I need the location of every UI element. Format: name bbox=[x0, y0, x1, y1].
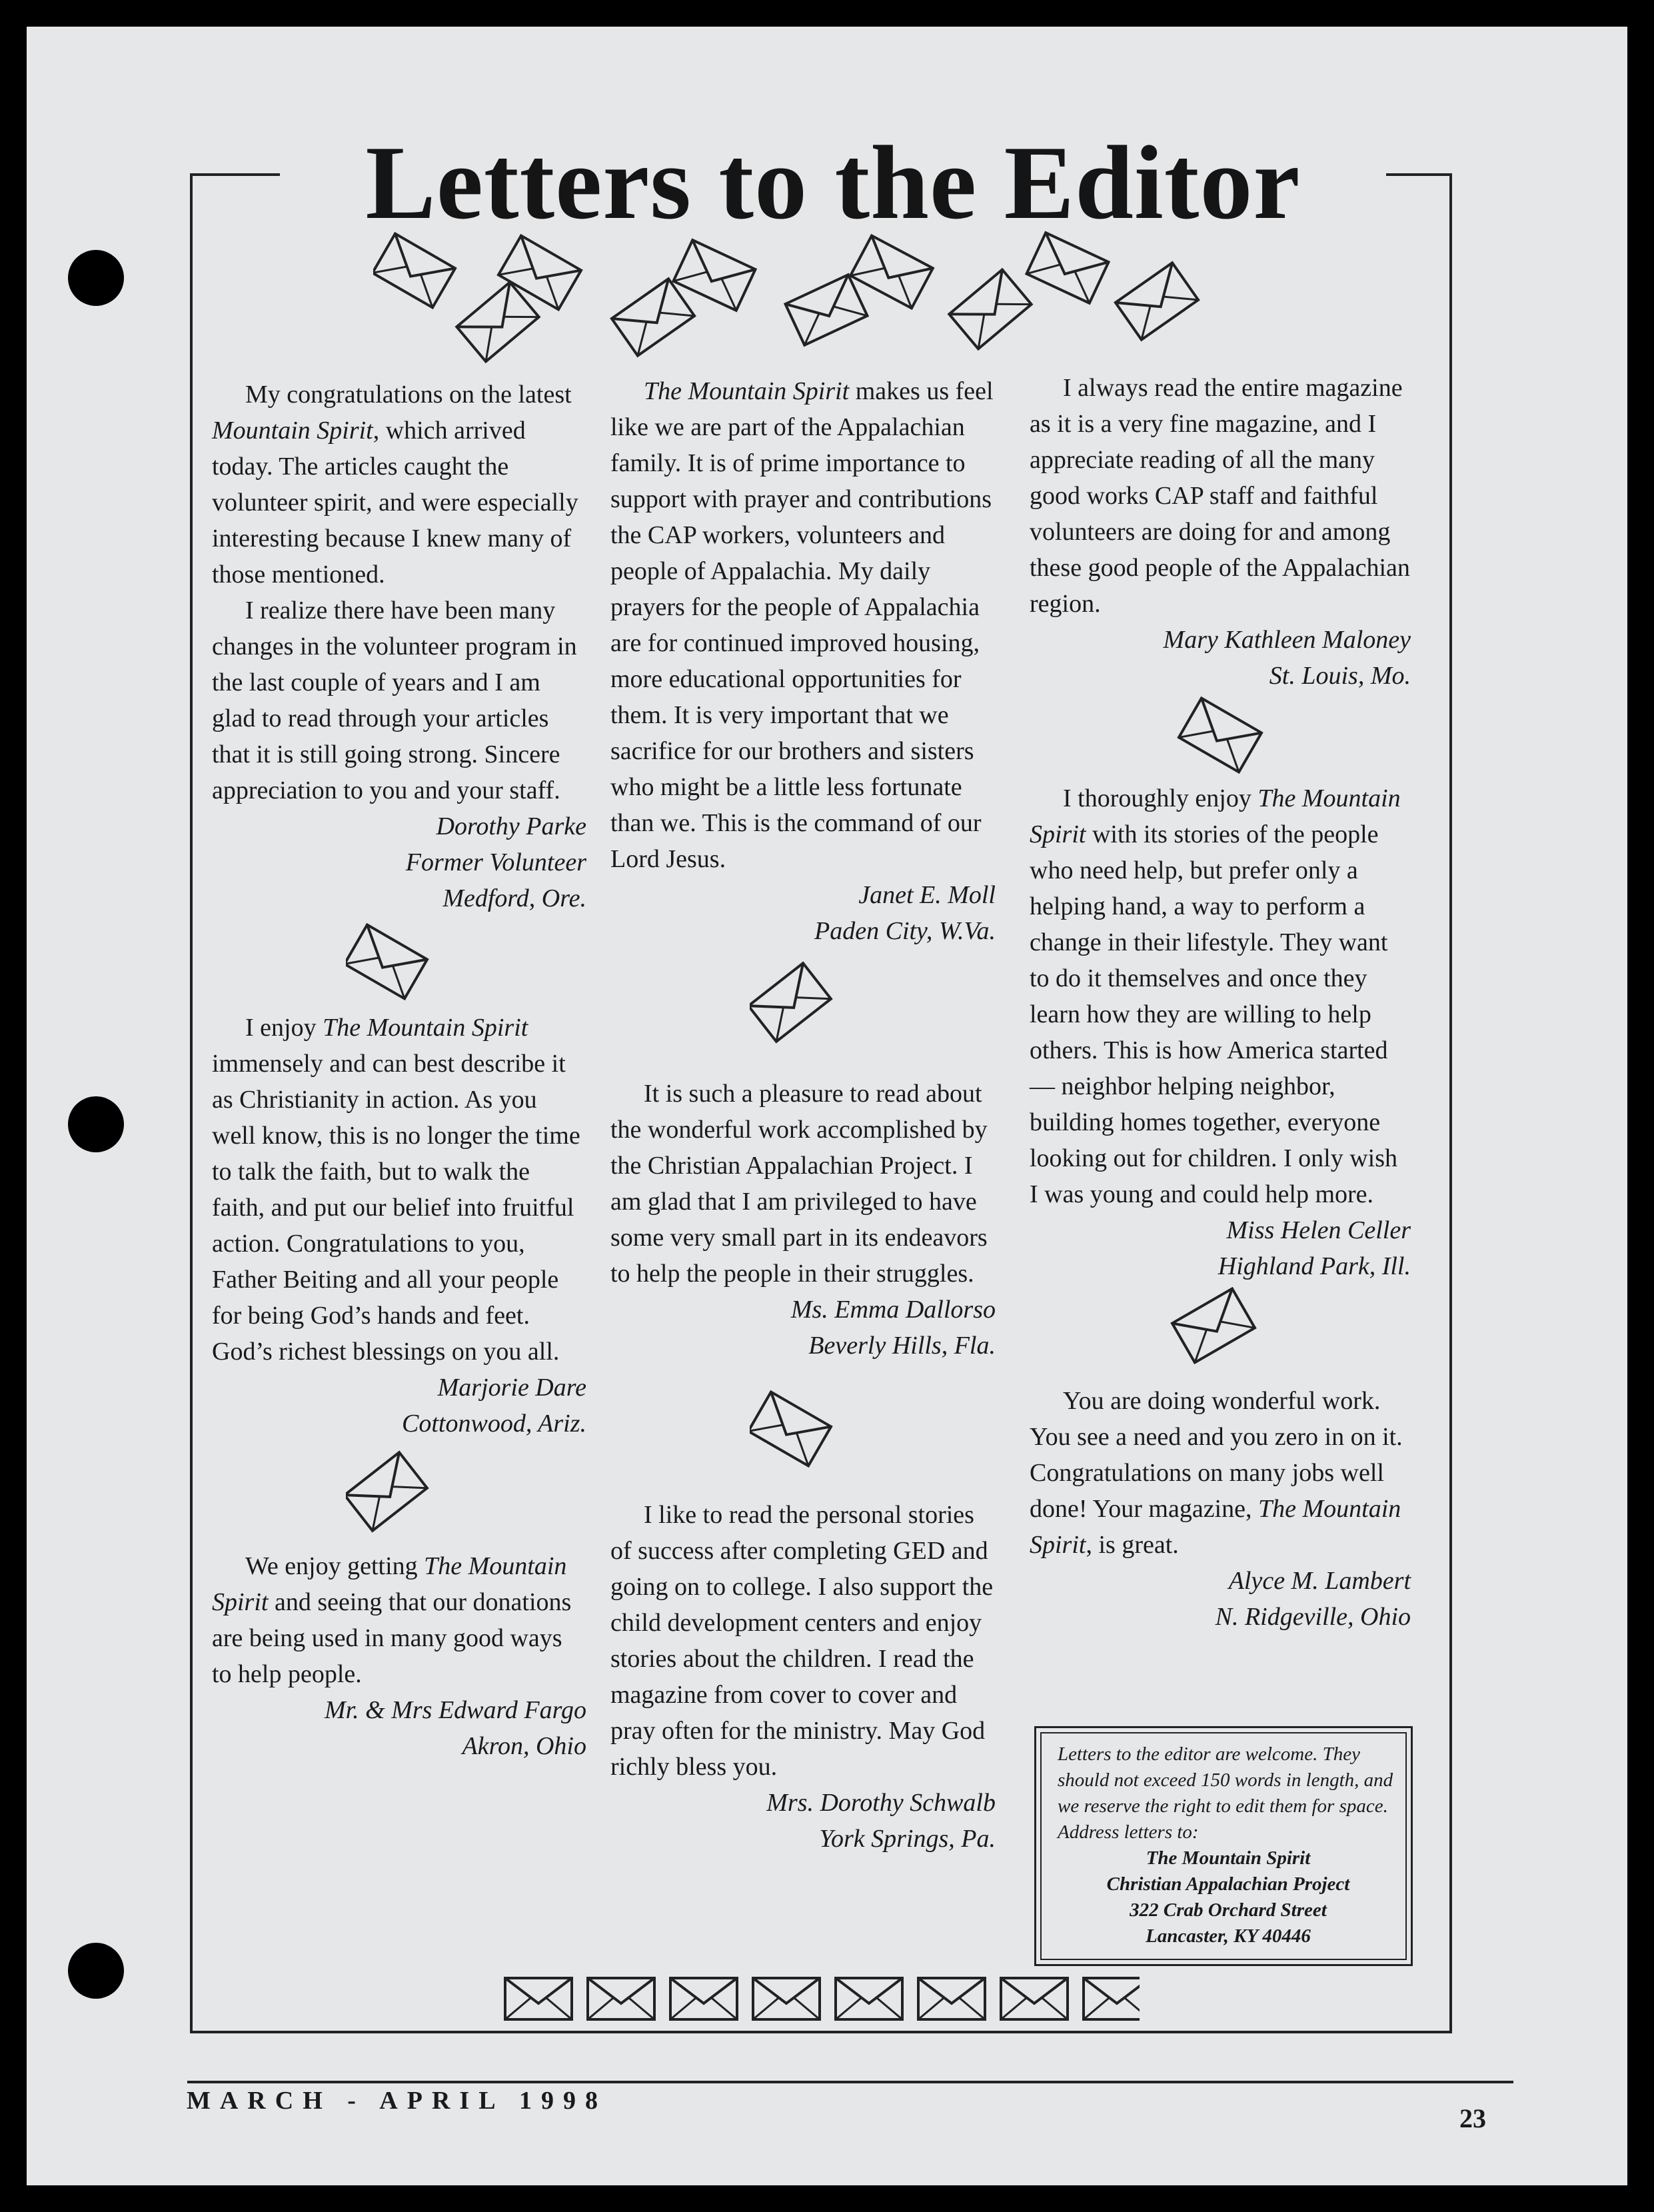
letter bbox=[212, 1548, 586, 1764]
signature-location: Medford, Ore. bbox=[442, 884, 586, 912]
envelope-icon bbox=[373, 234, 455, 308]
signature-location: York Springs, Pa. bbox=[819, 1825, 996, 1853]
letter-paragraph: I always read the entire magazine as it is a very fine magazine, and I appreciate reading of all the many good works CAP staff and faithful volunteers are doing for and among these good people of the Appalachian region. bbox=[1030, 374, 1410, 618]
envelope-icon bbox=[836, 1978, 902, 2019]
mailing-address bbox=[1058, 1845, 1399, 1949]
signature-name: Dorothy Parke bbox=[436, 812, 586, 840]
signature-location: Cottonwood, Ariz. bbox=[402, 1410, 586, 1438]
letter-paragraph: I realize there have been many changes in the volunteer program in the last couple of years and I am glad to read through your articles that it is still going strong. Sincere appreciation to you and your staff. bbox=[212, 596, 577, 804]
envelope-icon bbox=[588, 1978, 654, 2019]
envelope-icon bbox=[753, 1978, 820, 2019]
signature-name: Alyce M. Lambert bbox=[1228, 1567, 1411, 1595]
envelope-icon bbox=[498, 236, 581, 310]
letter bbox=[610, 373, 996, 949]
envelope-icon bbox=[1167, 696, 1273, 776]
signature-name: Mrs. Dorothy Schwalb bbox=[766, 1789, 996, 1817]
envelope-icon bbox=[1027, 233, 1109, 303]
column-1 bbox=[212, 377, 586, 1764]
submission-note-inner bbox=[1040, 1732, 1407, 1960]
letter bbox=[610, 1076, 996, 1364]
envelope-icon bbox=[750, 1390, 856, 1470]
address-line: Lancaster, KY 40446 bbox=[1146, 1925, 1311, 1947]
letter-paragraph: I thoroughly enjoy The Mountain Spirit with its stories of the people who need help, but prefer only a helping hand, a way to perform a change in their lifestyle. They want to do it themselves and once they learn how they are willing to help others. This is how America started — neighbor helping neighbor, building homes together, everyone looking out for children. I only wish I was young and could help more. bbox=[1030, 784, 1401, 1208]
letter-paragraph: It is such a pleasure to read about the wonderful work accomplished by the Christian Appalachian Project. I am glad that I am privileged to have some very small part in its endeavors to help the people in their struggles. bbox=[610, 1080, 988, 1288]
letter-paragraph: We enjoy getting The Mountain Spirit and seeing that our donations are being used in many good ways to help people. bbox=[212, 1552, 572, 1688]
letter bbox=[212, 1010, 586, 1442]
binder-hole bbox=[68, 1096, 124, 1152]
letter bbox=[1030, 1383, 1411, 1635]
envelope-icon bbox=[612, 279, 694, 355]
signature-location: N. Ridgeville, Ohio bbox=[1215, 1603, 1411, 1631]
letter-paragraph: I enjoy The Mountain Spirit immensely and can best describe it as Christianity in action. As you well know, this is no longer the time to talk the faith, but to walk the faith, and put our belief into fruitful action. Congratulations to you, Father Beiting and all your people for being God’s hands and feet. God’s richest blessings on you all. bbox=[212, 1014, 580, 1366]
signature-location: Akron, Ohio bbox=[462, 1732, 586, 1760]
footer-rule bbox=[187, 2081, 1513, 2083]
letter-paragraph: You are doing wonderful work. You see a need and you zero in on it. Congratulations on many jobs well done! Your magazine, The Mountain Spirit, is great. bbox=[1030, 1387, 1403, 1559]
envelope-icon bbox=[456, 283, 538, 362]
submission-note bbox=[1034, 1726, 1413, 1966]
signature-name: Mary Kathleen Maloney bbox=[1163, 626, 1411, 654]
signature-name: Miss Helen Celler bbox=[1226, 1216, 1411, 1244]
binder-hole bbox=[68, 250, 124, 306]
signature-location: Beverly Hills, Fla. bbox=[808, 1332, 996, 1360]
address-line: The Mountain Spirit bbox=[1146, 1847, 1311, 1869]
magazine-page bbox=[27, 27, 1627, 2185]
column-3 bbox=[1030, 370, 1411, 1635]
letter bbox=[1030, 370, 1411, 694]
signature-name: Marjorie Dare bbox=[437, 1374, 586, 1402]
envelope-icon bbox=[850, 236, 933, 309]
envelope-icon bbox=[1116, 263, 1198, 339]
issue-date: MARCH - APRIL 1998 bbox=[187, 2087, 607, 2115]
envelope-icon bbox=[505, 1978, 572, 2019]
envelope-icon bbox=[786, 275, 868, 345]
letter bbox=[1030, 780, 1411, 1284]
envelope-icon bbox=[346, 923, 452, 1003]
address-line: 322 Crab Orchard Street bbox=[1130, 1899, 1327, 1921]
envelope-icon bbox=[1084, 1978, 1140, 2019]
envelope-icon bbox=[674, 240, 756, 311]
address-line: Christian Appalachian Project bbox=[1106, 1873, 1350, 1895]
signature-name: Ms. Emma Dallorso bbox=[790, 1296, 996, 1324]
page-number: 23 bbox=[1459, 2103, 1486, 2133]
letter-paragraph: My congratulations on the latest Mountain Spirit, which arrived today. The articles caught the volunteer spirit, and were especially interesting because I knew many of those mentioned. bbox=[212, 381, 578, 588]
signature-location: Highland Park, Ill. bbox=[1218, 1252, 1411, 1280]
envelope-cluster bbox=[373, 200, 1306, 373]
signature-name: Mr. & Mrs Edward Fargo bbox=[324, 1696, 586, 1724]
envelope-icon bbox=[750, 956, 856, 1049]
letter-paragraph: I like to read the personal stories of success after completing GED and going on to college. I also support the child development centers and enjoy stories about the children. I read the magazine from cover to cover and pray often for the ministry. May God richly bless you. bbox=[610, 1501, 994, 1781]
envelope-icon bbox=[949, 270, 1031, 349]
signature-location: Paden City, W.Va. bbox=[814, 917, 996, 945]
letter-paragraph: The Mountain Spirit makes us feel like we are part of the Appalachian family. It is of prime importance to support with prayer and contributions the CAP workers, volunteers and people of Appalachia. My daily prayers for the people of Appalachia are for continued improved housing, more educational opportunities for them. It is very important that we sacrifice for our brothers and sisters who might be a little less fortunate than we. This is the command of our Lord Jesus. bbox=[610, 377, 994, 873]
letter bbox=[610, 1497, 996, 1857]
envelope-icon bbox=[1001, 1978, 1068, 2019]
envelope-icon bbox=[670, 1978, 737, 2019]
signature-line: Former Volunteer bbox=[405, 848, 586, 876]
envelope-icon bbox=[346, 1448, 452, 1542]
column-2 bbox=[610, 373, 996, 1857]
envelope-row bbox=[473, 1973, 1140, 2026]
envelope-icon bbox=[1167, 1287, 1273, 1367]
envelope-icon bbox=[918, 1978, 985, 2019]
binder-hole bbox=[68, 1943, 124, 1999]
letter bbox=[212, 377, 586, 916]
signature-name: Janet E. Moll bbox=[858, 881, 996, 909]
submission-note-text: Letters to the editor are welcome. They should not exceed 150 words in length, and we reserve the right to edit them for space. Address letters to: bbox=[1058, 1743, 1393, 1843]
page-title: Letters to the Editor bbox=[280, 127, 1386, 240]
signature-location: St. Louis, Mo. bbox=[1269, 662, 1411, 690]
